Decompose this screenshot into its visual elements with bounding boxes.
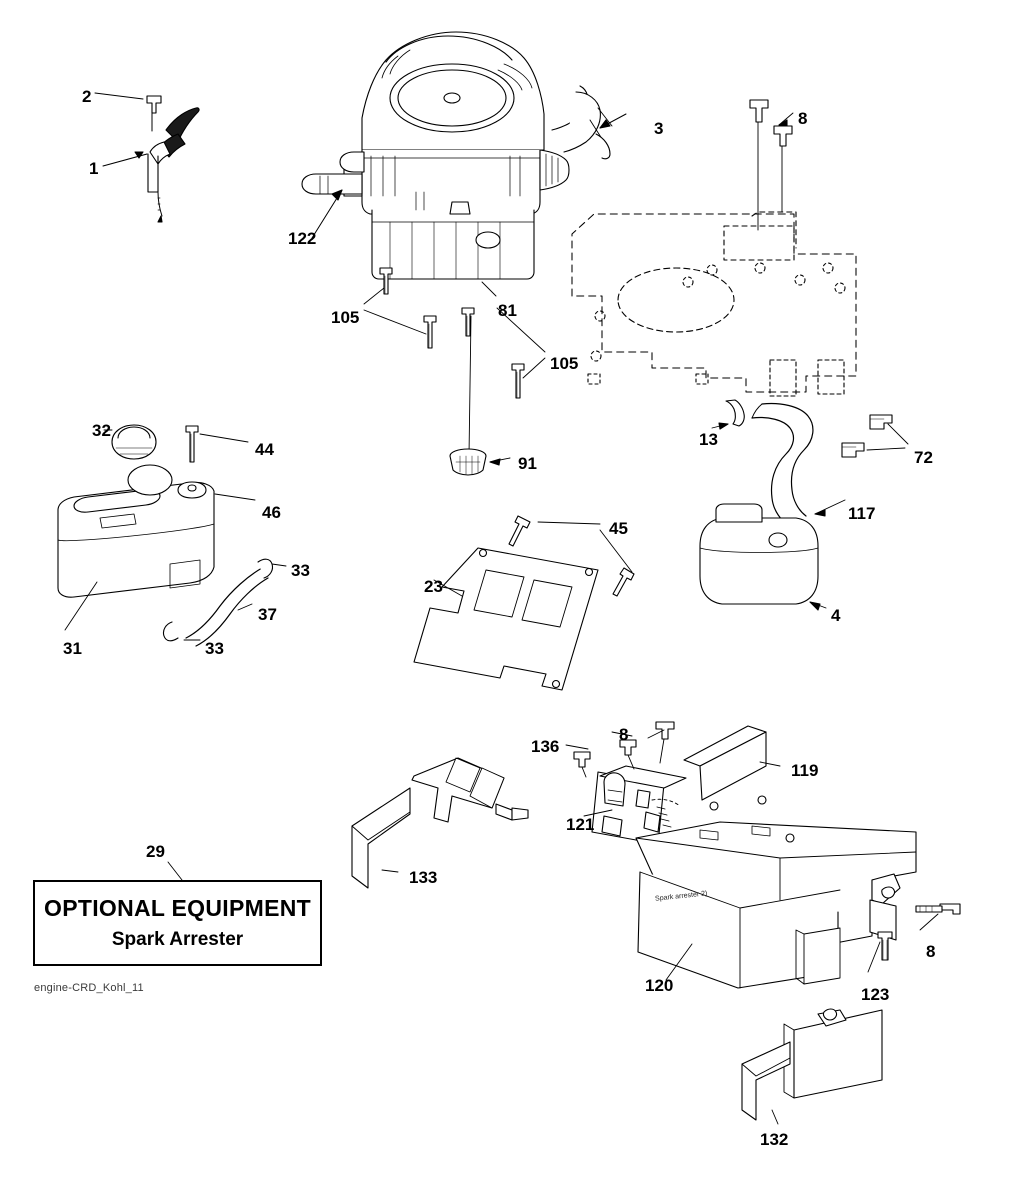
callout-13: 13 xyxy=(699,430,718,449)
muffler-arrester-label: Spark arrester 2) xyxy=(654,890,708,903)
optional-equipment-subtitle: Spark Arrester xyxy=(111,929,244,950)
part-chassis-frame xyxy=(572,212,856,396)
callout-91: 91 xyxy=(518,454,537,473)
callout-122: 122 xyxy=(288,229,317,248)
callout-3: 3 xyxy=(654,119,664,138)
callout-8-top: 8 xyxy=(798,109,808,128)
part-23-heat-shield xyxy=(414,548,598,690)
callout-32: 32 xyxy=(92,421,111,440)
callout-23: 23 xyxy=(424,577,443,596)
callout-133: 133 xyxy=(409,868,438,887)
callout-46: 46 xyxy=(262,503,281,522)
part-120-muffler-housing xyxy=(636,796,916,988)
callout-31: 31 xyxy=(63,639,82,658)
callout-37: 37 xyxy=(258,605,277,624)
figure-code: engine-CRD_Kohl_11 xyxy=(34,982,144,994)
part-44-46-bolt-washer xyxy=(178,426,255,500)
callout-44: 44 xyxy=(255,440,274,459)
callout-105-left: 105 xyxy=(331,308,360,327)
part-119-cover xyxy=(684,726,780,800)
callout-4: 4 xyxy=(831,606,841,625)
callout-33-lower: 33 xyxy=(205,639,224,658)
part-132-spark-arrester xyxy=(742,1009,882,1124)
callout-117: 117 xyxy=(848,504,876,523)
callout-119: 119 xyxy=(791,761,819,780)
callout-120: 120 xyxy=(645,976,674,995)
callout-45: 45 xyxy=(609,519,628,538)
callout-81: 81 xyxy=(498,301,517,320)
optional-equipment-title: OPTIONAL EQUIPMENT xyxy=(44,895,311,921)
callout-123: 123 xyxy=(861,985,890,1004)
part-32-fuel-cap xyxy=(104,425,156,459)
callout-105-right: 105 xyxy=(550,354,579,373)
callout-132: 132 xyxy=(760,1130,789,1149)
part-117-exhaust-pipe xyxy=(752,404,845,527)
callout-29: 29 xyxy=(146,842,165,861)
callout-8-mid: 8 xyxy=(619,725,629,744)
optional-equipment-box xyxy=(33,880,322,966)
part-8-bolts-top xyxy=(750,100,793,230)
callout-leader-29 xyxy=(168,862,182,880)
callout-2: 2 xyxy=(82,87,92,106)
callout-121: 121 xyxy=(566,815,595,834)
callout-8-bottom: 8 xyxy=(926,942,936,961)
part-72-bolts xyxy=(842,415,908,457)
part-133-spark-arrester xyxy=(352,758,528,888)
callout-72: 72 xyxy=(914,448,933,467)
callout-136: 136 xyxy=(531,737,560,756)
part-dipstick-bracket xyxy=(95,93,199,222)
part-bolts-engine xyxy=(364,268,545,475)
part-4-muffler xyxy=(700,504,826,610)
callout-33-upper: 33 xyxy=(291,561,310,580)
part-122-bracket xyxy=(312,190,342,238)
part-13-clip xyxy=(712,400,744,429)
callout-1: 1 xyxy=(89,159,99,178)
